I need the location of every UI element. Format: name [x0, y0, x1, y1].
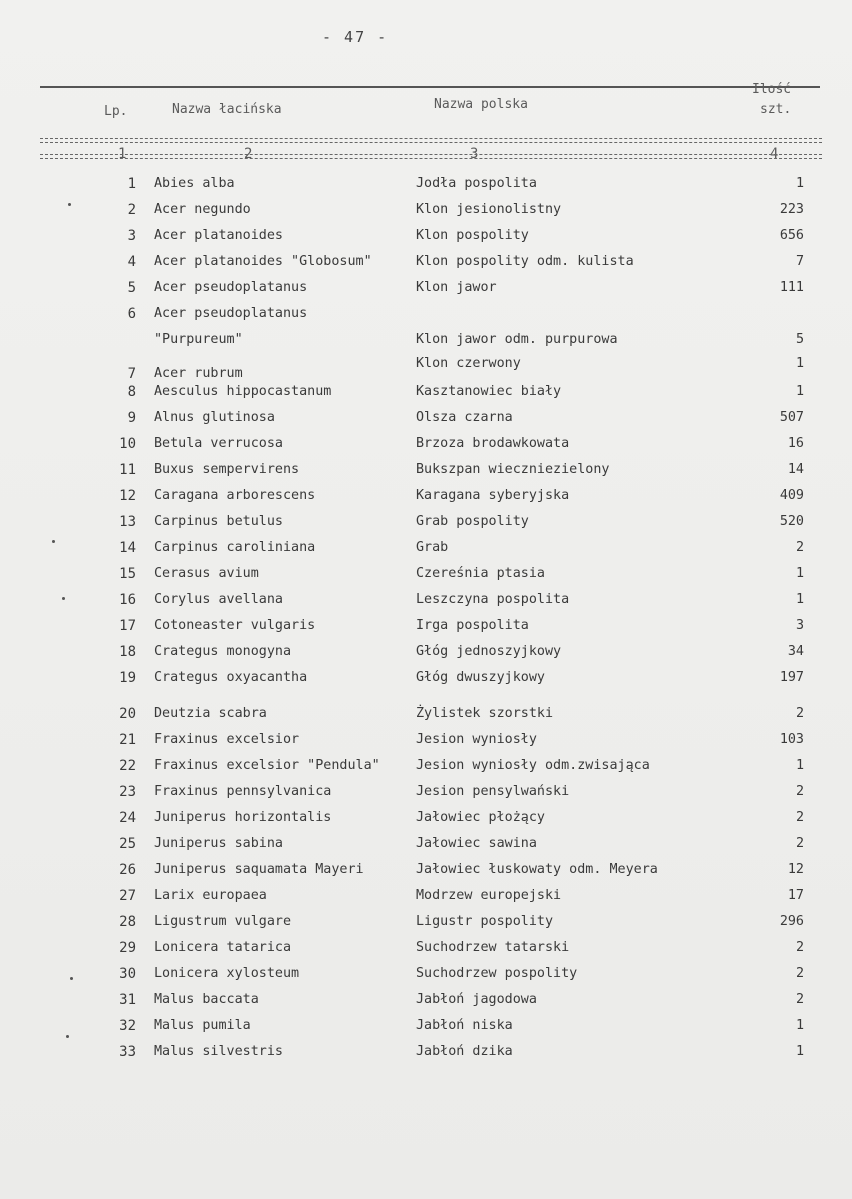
- row-number: 31: [119, 992, 136, 1008]
- row-number: 5: [127, 280, 136, 296]
- table-row: [0, 566, 852, 590]
- latin-name: Malus pumila: [154, 1018, 251, 1033]
- quantity: 12: [787, 862, 804, 877]
- latin-name: Betula verrucosa: [154, 436, 283, 451]
- row-number: 11: [119, 462, 136, 478]
- quantity: 296: [779, 914, 804, 929]
- margin-mark: [70, 977, 73, 980]
- polish-name: Kasztanowiec biały: [416, 384, 562, 399]
- latin-name: Juniperus saquamata Mayeri: [154, 862, 364, 877]
- row-number: 32: [119, 1018, 136, 1034]
- quantity: 2: [795, 966, 804, 981]
- latin-name: Crategus oxyacantha: [154, 670, 308, 685]
- table-row: [0, 488, 852, 512]
- quantity: 7: [795, 254, 804, 269]
- latin-name: Cerasus avium: [154, 566, 259, 581]
- polish-name: Modrzew europejski: [416, 888, 562, 903]
- latin-name: Carpinus caroliniana: [154, 540, 316, 555]
- polish-name: Głóg dwuszyjkowy: [416, 670, 545, 685]
- margin-mark: [66, 1035, 69, 1038]
- quantity: 34: [787, 644, 804, 659]
- table-row: [0, 254, 852, 278]
- row-number: 25: [119, 836, 136, 852]
- latin-name: Aesculus hippocastanum: [154, 384, 332, 399]
- latin-name: Buxus sempervirens: [154, 462, 300, 477]
- table-row: [0, 592, 852, 616]
- quantity: 14: [787, 462, 804, 477]
- row-number: 7: [127, 366, 136, 382]
- page-number: - 47 -: [322, 28, 389, 46]
- latin-name: Acer pseudoplatanus: [154, 306, 308, 321]
- polish-name: Jałowiec płożący: [416, 810, 545, 825]
- latin-name: Juniperus horizontalis: [154, 810, 332, 825]
- header-lp: Lp.: [104, 104, 128, 119]
- quantity: 2: [795, 540, 804, 555]
- polish-name: Karagana syberyjska: [416, 488, 570, 503]
- polish-name: Leszczyna pospolita: [416, 592, 570, 607]
- quantity: 103: [779, 732, 804, 747]
- header-latin-name: Nazwa łacińska: [172, 102, 282, 117]
- polish-name: Klon jawor odm. purpurowa: [416, 332, 618, 347]
- polish-name: Czereśnia ptasia: [416, 566, 545, 581]
- polish-name: Jabłoń jagodowa: [416, 992, 537, 1007]
- quantity: 111: [779, 280, 804, 295]
- row-number: 2: [127, 202, 136, 218]
- row-number: 4: [127, 254, 136, 270]
- latin-name: Acer platanoides "Globosum": [154, 254, 372, 269]
- latin-name: Juniperus sabina: [154, 836, 283, 851]
- quantity: 507: [779, 410, 804, 425]
- latin-name: Caragana arborescens: [154, 488, 316, 503]
- row-number: 23: [119, 784, 136, 800]
- table-row: [0, 836, 852, 860]
- polish-name: Jodła pospolita: [416, 176, 537, 191]
- quantity: 1: [795, 592, 804, 607]
- polish-name: Grab: [416, 540, 449, 555]
- polish-name: Jesion wyniosły: [416, 732, 537, 747]
- row-number: 22: [119, 758, 136, 774]
- row-number: 1: [127, 176, 136, 192]
- polish-name: Brzoza brodawkowata: [416, 436, 570, 451]
- latin-name: Malus baccata: [154, 992, 259, 1007]
- table-row: [0, 670, 852, 694]
- latin-name: Larix europaea: [154, 888, 267, 903]
- quantity: 656: [779, 228, 804, 243]
- table-row: [0, 732, 852, 756]
- latin-name: Acer rubrum: [154, 366, 243, 381]
- latin-name: Fraxinus pennsylvanica: [154, 784, 332, 799]
- column-number-3: 3: [470, 146, 479, 162]
- polish-name: Jabłoń niska: [416, 1018, 513, 1033]
- quantity: 2: [795, 784, 804, 799]
- column-number-4: 4: [770, 146, 779, 162]
- quantity: 2: [795, 810, 804, 825]
- table-row: [0, 280, 852, 304]
- table-row: [0, 862, 852, 886]
- latin-name: Carpinus betulus: [154, 514, 283, 529]
- column-number-1: 1: [118, 146, 127, 162]
- quantity: 17: [787, 888, 804, 903]
- row-number: 17: [119, 618, 136, 634]
- polish-name: Olsza czarna: [416, 410, 513, 425]
- latin-name: Crategus monogyna: [154, 644, 292, 659]
- margin-mark: [62, 597, 65, 600]
- top-rule: [40, 86, 820, 88]
- margin-mark: [68, 203, 71, 206]
- table-row: [0, 436, 852, 460]
- quantity: 1: [795, 758, 804, 773]
- header-qty-line1: Ilość: [752, 82, 792, 97]
- table-row: [0, 706, 852, 730]
- table-row: [0, 306, 852, 330]
- row-number: 15: [119, 566, 136, 582]
- polish-name: Ligustr pospolity: [416, 914, 554, 929]
- quantity: 16: [787, 436, 804, 451]
- quantity: 2: [795, 992, 804, 1007]
- row-number: 20: [119, 706, 136, 722]
- latin-name: Fraxinus excelsior: [154, 732, 300, 747]
- polish-name: Jałowiec sawina: [416, 836, 537, 851]
- quantity: 3: [795, 618, 804, 633]
- quantity: 1: [795, 566, 804, 581]
- table-row: [0, 888, 852, 912]
- latin-name: Lonicera xylosteum: [154, 966, 300, 981]
- quantity: 520: [779, 514, 804, 529]
- polish-name: Żylistek szorstki: [416, 706, 554, 721]
- latin-name: Malus silvestris: [154, 1044, 283, 1059]
- quantity: 197: [779, 670, 804, 685]
- table-row: [0, 228, 852, 252]
- polish-name: Klon czerwony: [416, 356, 521, 371]
- quantity: 2: [795, 836, 804, 851]
- row-number: 14: [119, 540, 136, 556]
- polish-name: Irga pospolita: [416, 618, 529, 633]
- latin-name: Acer negundo: [154, 202, 251, 217]
- header-polish-name: Nazwa polska: [434, 97, 528, 112]
- polish-name: Bukszpan wieczniezielony: [416, 462, 610, 477]
- row-number: 27: [119, 888, 136, 904]
- table-row: [0, 618, 852, 642]
- polish-name: Klon pospolity: [416, 228, 529, 243]
- quantity: 5: [795, 332, 804, 347]
- quantity: 1: [795, 1044, 804, 1059]
- table-row: [0, 1018, 852, 1042]
- table-row: [0, 410, 852, 434]
- table-row: [0, 384, 852, 408]
- row-number: 18: [119, 644, 136, 660]
- row-number: 16: [119, 592, 136, 608]
- table-row: [0, 966, 852, 990]
- quantity: 1: [795, 384, 804, 399]
- latin-name: Acer platanoides: [154, 228, 283, 243]
- latin-name: "Purpureum": [154, 332, 243, 347]
- quantity: 409: [779, 488, 804, 503]
- table-row: [0, 176, 852, 200]
- header-qty-line2: szt.: [760, 102, 792, 117]
- column-number-2: 2: [244, 146, 253, 162]
- header-double-rule-top: [40, 138, 822, 143]
- table-row: [0, 940, 852, 964]
- latin-name: Deutzia scabra: [154, 706, 267, 721]
- margin-mark: [52, 540, 55, 543]
- latin-name: Cotoneaster vulgaris: [154, 618, 316, 633]
- quantity: 2: [795, 706, 804, 721]
- quantity: 2: [795, 940, 804, 955]
- row-number: 13: [119, 514, 136, 530]
- row-number: 10: [119, 436, 136, 452]
- quantity: 1: [795, 1018, 804, 1033]
- polish-name: Klon pospolity odm. kulista: [416, 254, 634, 269]
- row-number: 30: [119, 966, 136, 982]
- table-row: [0, 992, 852, 1016]
- quantity: 1: [795, 356, 804, 371]
- polish-name: Klon jawor: [416, 280, 497, 295]
- row-number: 29: [119, 940, 136, 956]
- row-number: 24: [119, 810, 136, 826]
- polish-name: Jesion wyniosły odm.zwisająca: [416, 758, 650, 773]
- table-row: [0, 914, 852, 938]
- row-number: 3: [127, 228, 136, 244]
- latin-name: Corylus avellana: [154, 592, 283, 607]
- latin-name: Abies alba: [154, 176, 235, 191]
- latin-name: Fraxinus excelsior "Pendula": [154, 758, 380, 773]
- row-number: 8: [127, 384, 136, 400]
- polish-name: Suchodrzew tatarski: [416, 940, 570, 955]
- polish-name: Jałowiec łuskowaty odm. Meyera: [416, 862, 658, 877]
- polish-name: Głóg jednoszyjkowy: [416, 644, 562, 659]
- latin-name: Alnus glutinosa: [154, 410, 275, 425]
- table-row: [0, 462, 852, 486]
- latin-name: Lonicera tatarica: [154, 940, 292, 955]
- polish-name: Jesion pensylwański: [416, 784, 570, 799]
- row-number: 6: [127, 306, 136, 322]
- table-row: [0, 644, 852, 668]
- row-number: 19: [119, 670, 136, 686]
- polish-name: Suchodrzew pospolity: [416, 966, 578, 981]
- table-row: [0, 784, 852, 808]
- row-number: 9: [127, 410, 136, 426]
- row-number: 21: [119, 732, 136, 748]
- table-row: [0, 810, 852, 834]
- table-row: [0, 514, 852, 538]
- table-row: [0, 1044, 852, 1068]
- latin-name: Ligustrum vulgare: [154, 914, 292, 929]
- table-row: [0, 540, 852, 564]
- quantity: 223: [779, 202, 804, 217]
- quantity: 1: [795, 176, 804, 191]
- polish-name: Jabłoń dzika: [416, 1044, 513, 1059]
- header-double-rule-bottom: [40, 154, 822, 159]
- latin-name: Acer pseudoplatanus: [154, 280, 308, 295]
- polish-name: Grab pospolity: [416, 514, 529, 529]
- row-number: 26: [119, 862, 136, 878]
- table-row: [0, 332, 852, 356]
- row-number: 28: [119, 914, 136, 930]
- table-row: [0, 202, 852, 226]
- table-row: [0, 758, 852, 782]
- row-number: 33: [119, 1044, 136, 1060]
- row-number: 12: [119, 488, 136, 504]
- polish-name: Klon jesionolistny: [416, 202, 562, 217]
